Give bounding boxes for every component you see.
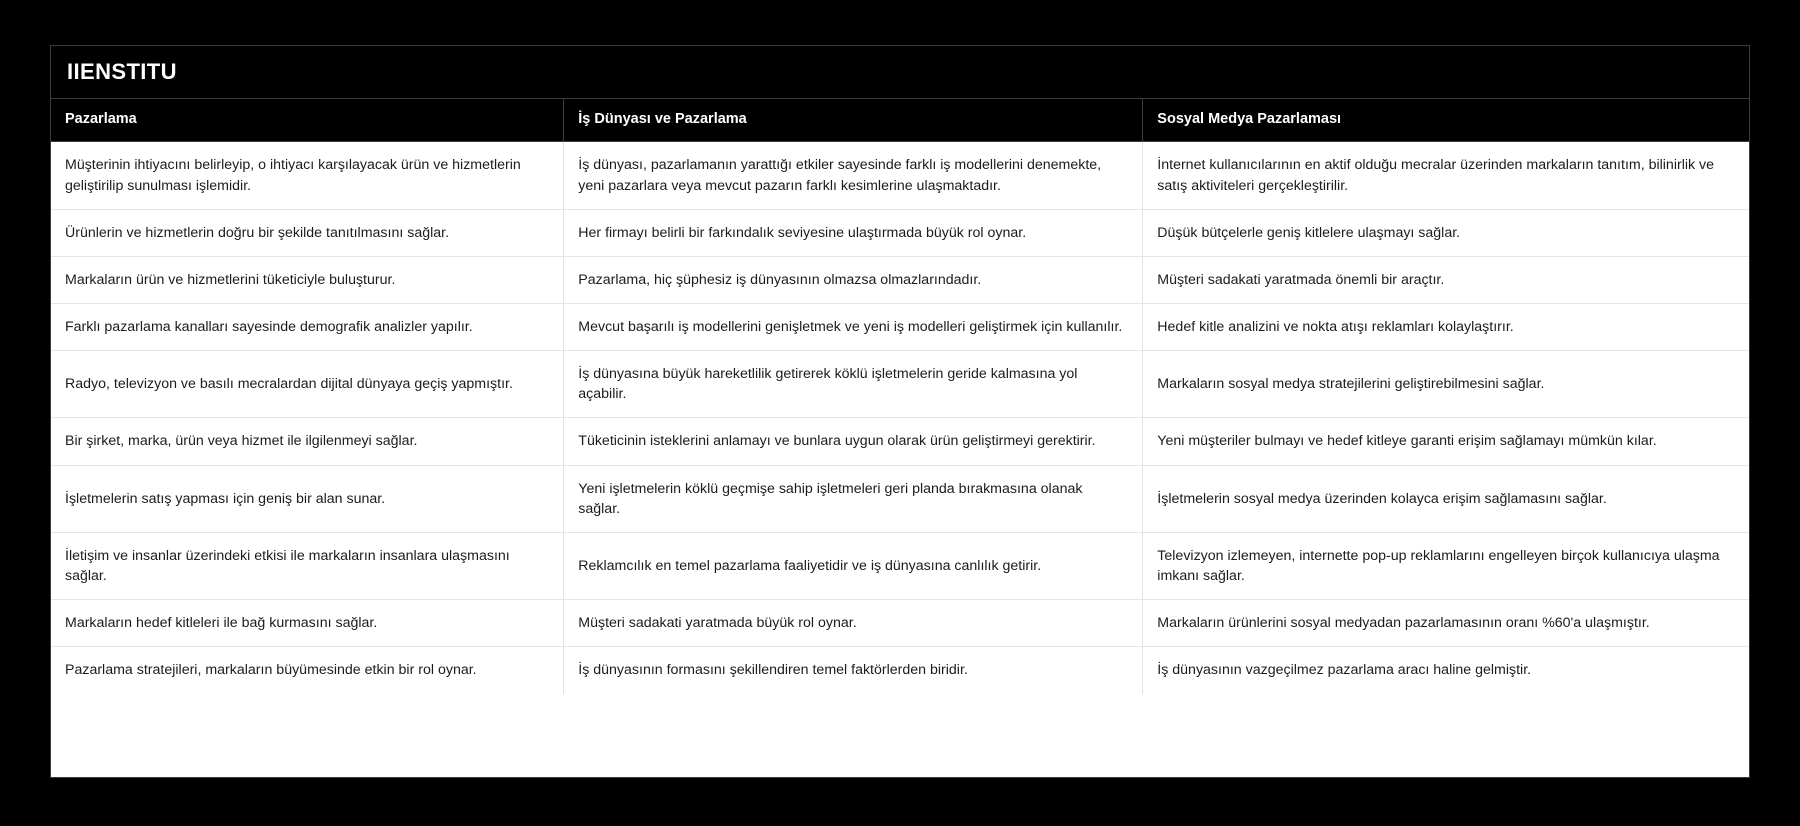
table-cell: Pazarlama, hiç şüphesiz iş dünyasının olmazsa olmazlarındadır. — [564, 256, 1143, 303]
table-row — [51, 142, 1749, 209]
table-cell: Yeni işletmelerin köklü geçmişe sahip işletmeleri geri planda bırakmasına olanak sağlar. — [564, 465, 1143, 532]
table-cell: Tüketicinin isteklerini anlamayı ve bunlara uygun olarak ürün geliştirmeyi gerektirir. — [564, 418, 1143, 465]
table-cell: Müşterinin ihtiyacını belirleyip, o ihtiyacı karşılayacak ürün ve hizmetlerin geliştirilip sunulması işlemidir. — [51, 142, 564, 209]
table-cell: İletişim ve insanlar üzerindeki etkisi ile markaların insanlara ulaşmasını sağlar. — [51, 532, 564, 599]
table-cell: İş dünyasına büyük hareketlilik getirerek köklü işletmelerin geride kalmasına yol açabilir. — [564, 351, 1143, 418]
table-header — [51, 99, 1749, 142]
table-cell: Müşteri sadakati yaratmada büyük rol oynar. — [564, 600, 1143, 647]
table-cell: Pazarlama stratejileri, markaların büyümesinde etkin bir rol oynar. — [51, 647, 564, 694]
table-row — [51, 647, 1749, 694]
table-cell: Bir şirket, marka, ürün veya hizmet ile ilgilenmeyi sağlar. — [51, 418, 564, 465]
table-row — [51, 600, 1749, 647]
table-row — [51, 465, 1749, 532]
table-cell: İş dünyasının formasını şekillendiren temel faktörlerden biridir. — [564, 647, 1143, 694]
table-row — [51, 209, 1749, 256]
table-cell: Her firmayı belirli bir farkındalık seviyesine ulaştırmada büyük rol oynar. — [564, 209, 1143, 256]
column-header-pazarlama[interactable]: Pazarlama — [51, 99, 564, 142]
table-cell: İş dünyasının vazgeçilmez pazarlama aracı haline gelmiştir. — [1143, 647, 1749, 694]
column-header-sosyal-medya-pazarlamasi[interactable]: Sosyal Medya Pazarlaması — [1143, 99, 1749, 142]
table-cell: Farklı pazarlama kanalları sayesinde demografik analizler yapılır. — [51, 304, 564, 351]
table-cell: Düşük bütçelerle geniş kitlelere ulaşmayı sağlar. — [1143, 209, 1749, 256]
table-cell: Televizyon izlemeyen, internette pop-up reklamlarını engelleyen birçok kullanıcıya ulaşma imkanı sağlar. — [1143, 532, 1749, 599]
table-cell: Radyo, televizyon ve basılı mecralardan dijital dünyaya geçiş yapmıştır. — [51, 351, 564, 418]
table-cell: Markaların ürünlerini sosyal medyadan pazarlamasının oranı %60'a ulaşmıştır. — [1143, 600, 1749, 647]
table-cell: Müşteri sadakati yaratmada önemli bir araçtır. — [1143, 256, 1749, 303]
brand-logo: IIENSTITU — [67, 59, 177, 84]
table-cell: İşletmelerin satış yapması için geniş bir alan sunar. — [51, 465, 564, 532]
content-card — [50, 45, 1750, 778]
brand-bar — [51, 46, 1749, 99]
table-row — [51, 351, 1749, 418]
comparison-table — [51, 99, 1749, 694]
table-cell: Hedef kitle analizini ve nokta atışı reklamları kolaylaştırır. — [1143, 304, 1749, 351]
table-cell: İşletmelerin sosyal medya üzerinden kolayca erişim sağlamasını sağlar. — [1143, 465, 1749, 532]
table-cell: Markaların sosyal medya stratejilerini geliştirebilmesini sağlar. — [1143, 351, 1749, 418]
table-header-row — [51, 99, 1749, 142]
table-row — [51, 304, 1749, 351]
column-header-is-dunyasi-ve-pazarlama[interactable]: İş Dünyası ve Pazarlama — [564, 99, 1143, 142]
table-row — [51, 532, 1749, 599]
table-cell: Mevcut başarılı iş modellerini genişletmek ve yeni iş modelleri geliştirmek için kullanılır. — [564, 304, 1143, 351]
table-cell: İnternet kullanıcılarının en aktif olduğu mecralar üzerinden markaların tanıtım, bilinirlik ve satış aktiviteleri gerçekleştirilir. — [1143, 142, 1749, 209]
table-row — [51, 256, 1749, 303]
table-scroll-area[interactable] — [51, 99, 1749, 777]
table-cell: Ürünlerin ve hizmetlerin doğru bir şekilde tanıtılmasını sağlar. — [51, 209, 564, 256]
table-row — [51, 418, 1749, 465]
table-cell: Yeni müşteriler bulmayı ve hedef kitleye garanti erişim sağlamayı mümkün kılar. — [1143, 418, 1749, 465]
table-body — [51, 142, 1749, 694]
table-cell: Reklamcılık en temel pazarlama faaliyetidir ve iş dünyasına canlılık getirir. — [564, 532, 1143, 599]
table-cell: Markaların hedef kitleleri ile bağ kurmasını sağlar. — [51, 600, 564, 647]
table-cell: Markaların ürün ve hizmetlerini tüketiciyle buluşturur. — [51, 256, 564, 303]
table-cell: İş dünyası, pazarlamanın yarattığı etkiler sayesinde farklı iş modellerini denemekte, yeni pazarlara veya mevcut pazarın farklı kesimlerine ulaşmaktadır. — [564, 142, 1143, 209]
